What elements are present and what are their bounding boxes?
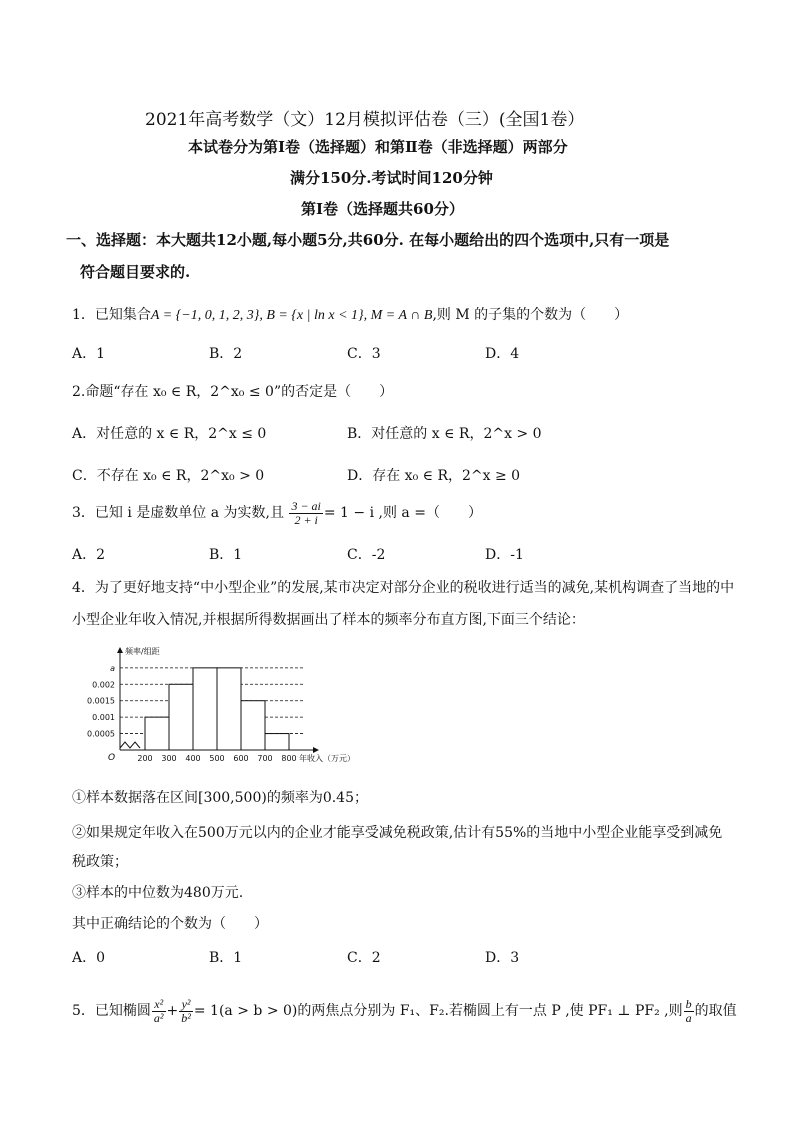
q4-option-a: A．0 xyxy=(72,950,106,966)
histogram-bar xyxy=(241,701,265,750)
q2-option-b: B．对任意的 x ∈ R，2^x > 0 xyxy=(347,426,542,442)
q5-fx-den: a² xyxy=(153,1010,164,1025)
q5-fb-den: a xyxy=(685,1010,692,1025)
q3-option-b: B．1 xyxy=(209,547,243,563)
q3-fraction xyxy=(289,500,322,526)
x-axis-label: 年收入（万元） xyxy=(299,754,355,763)
y-axis-arrow xyxy=(117,647,123,653)
y-tick-label: 0.0005 xyxy=(87,729,115,739)
conclusion-2-cont: 税政策； xyxy=(72,854,128,870)
q5-fb-num: b xyxy=(685,997,692,1011)
q5-frac-x xyxy=(152,998,166,1024)
q3-option-d: D．-1 xyxy=(485,547,524,563)
question-2: 2.命题“存在 x₀ ∈ R，2^x₀ ≤ 0”的否定是（ ） xyxy=(72,384,394,400)
q1-stem-end: ,则 M 的子集的个数为（ ） xyxy=(432,307,629,323)
q5-fy-num: y² xyxy=(179,998,193,1012)
x-tick-label: 200 xyxy=(137,754,153,763)
y-tick-label: 0.001 xyxy=(92,713,115,723)
y-tick-label: 0.0015 xyxy=(87,696,115,706)
y-tick-label: 0.002 xyxy=(92,680,115,690)
q3-stem-end: = 1 − i ,则 a =（ ） xyxy=(323,505,482,522)
axis-break xyxy=(120,742,140,748)
q5-stem: 5．已知椭圆 xyxy=(72,1003,151,1020)
subtitle-parts: 本试卷分为第Ⅰ卷（选择题）和第Ⅱ卷（非选择题）两部分 xyxy=(188,138,568,156)
frequency-histogram xyxy=(75,640,375,780)
q5-fx-num: x² xyxy=(152,998,166,1012)
q5-stem-end: 的取值 xyxy=(694,1003,737,1020)
q3-frac-den: 2 + i xyxy=(294,512,318,527)
origin-label: O xyxy=(108,753,116,763)
question-1 xyxy=(72,304,628,324)
conclusion-2: ②如果规定年收入在500万元以内的企业才能享受减免税政策,估计有55%的当地中小型企业能享受到减免 xyxy=(72,825,723,841)
x-tick-label: 800 xyxy=(281,754,297,763)
q5-frac-y xyxy=(179,998,193,1024)
part-one-heading: 第Ⅰ卷（选择题共60分） xyxy=(301,200,464,218)
q1-stem: 1．已知集合 xyxy=(72,307,151,323)
y-tick-label: a xyxy=(110,663,115,673)
subtitle-score: 满分150分.考试时间120分钟 xyxy=(290,169,493,187)
histogram-bar xyxy=(265,734,289,750)
q3-stem: 3．已知 i 是虚数单位 a 为实数,且 xyxy=(72,505,284,522)
q4-option-c: C．2 xyxy=(347,950,381,966)
q5-stem-mid: = 1(a > b > 0)的两焦点分别为 F₁、F₂.若椭圆上有一点 P ,使 PF₁ ⊥ PF₂ ,则 xyxy=(193,1003,683,1020)
x-tick-label: 500 xyxy=(209,754,225,763)
q3-frac-num: 3 − ai xyxy=(291,499,321,513)
x-axis-arrow xyxy=(313,747,319,753)
conclusion-3: ③样本的中位数为480万元. xyxy=(72,885,244,901)
x-tick-label: 400 xyxy=(185,754,201,763)
histogram-bar xyxy=(217,668,241,750)
q3-option-c: C．-2 xyxy=(347,547,386,563)
histogram-bar xyxy=(169,684,193,750)
q1-set-a: A = {−1, 0, 1, 2, 3} xyxy=(150,308,260,323)
q2-option-c: C．不存在 x₀ ∈ R，2^x₀ > 0 xyxy=(72,468,265,484)
q1-set-b: , B = {x | ln x < 1} xyxy=(259,308,364,323)
question-4-line1: 4．为了更好地支持“中小型企业”的发展,某市决定对部分企业的税收进行适当的减免,某机构调查了当地的中 xyxy=(72,580,735,596)
q1-option-a: A．1 xyxy=(72,346,106,362)
y-axis-label: 频率/组距 xyxy=(125,647,160,656)
q5-frac-ba xyxy=(684,998,694,1024)
q2-option-a: A．对任意的 x ∈ R，2^x ≤ 0 xyxy=(72,426,267,442)
q1-option-b: B．2 xyxy=(209,346,243,362)
q1-option-d: D．4 xyxy=(485,346,520,362)
section-heading-cont: 符合题目要求的. xyxy=(80,263,191,281)
section-heading: 一、选择题：本大题共12小题,每小题5分,共60分. 在每小题给出的四个选项中,只有一项是 xyxy=(66,231,670,249)
q4-option-d: D．3 xyxy=(485,950,520,966)
x-tick-label: 600 xyxy=(233,754,249,763)
x-tick-label: 300 xyxy=(161,754,177,763)
histogram-bar xyxy=(145,717,169,750)
q5-fy-den: b² xyxy=(181,1010,191,1025)
q4-option-b: B．1 xyxy=(209,950,243,966)
q3-option-a: A．2 xyxy=(72,547,106,563)
q1-option-c: C．3 xyxy=(347,346,381,362)
x-tick-label: 700 xyxy=(257,754,273,763)
question-4-ask: 其中正确结论的个数为（ ） xyxy=(72,916,268,932)
question-3 xyxy=(72,500,482,526)
q2-option-d: D．存在 x₀ ∈ R，2^x ≥ 0 xyxy=(347,468,521,484)
page-title: 2021年高考数学（文）12月模拟评估卷（三）(全国1卷） xyxy=(145,110,585,130)
q1-set-m: , M = A ∩ B xyxy=(363,308,433,323)
conclusion-1: ①样本数据落在区间[300,500)的频率为0.45； xyxy=(72,790,368,806)
question-5: 5．已知椭圆 $\frac{\text{x²}}{\text{a²}}$ + $\frac{\text{y²}}{\text{b²}}$ = 1(a > b > 0)的两焦点分别为 F₁、F₂.若椭圆上有一点 P ,使 PF₁ ⊥ PF₂ ,则 $\frac{b}{a}$ 的取值 xyxy=(72,997,737,1025)
question-4-line2: 小型企业年收入情况,并根据所得数据画出了样本的频率分布直方图,下面三个结论： xyxy=(72,612,585,628)
histogram-bar xyxy=(193,668,217,750)
